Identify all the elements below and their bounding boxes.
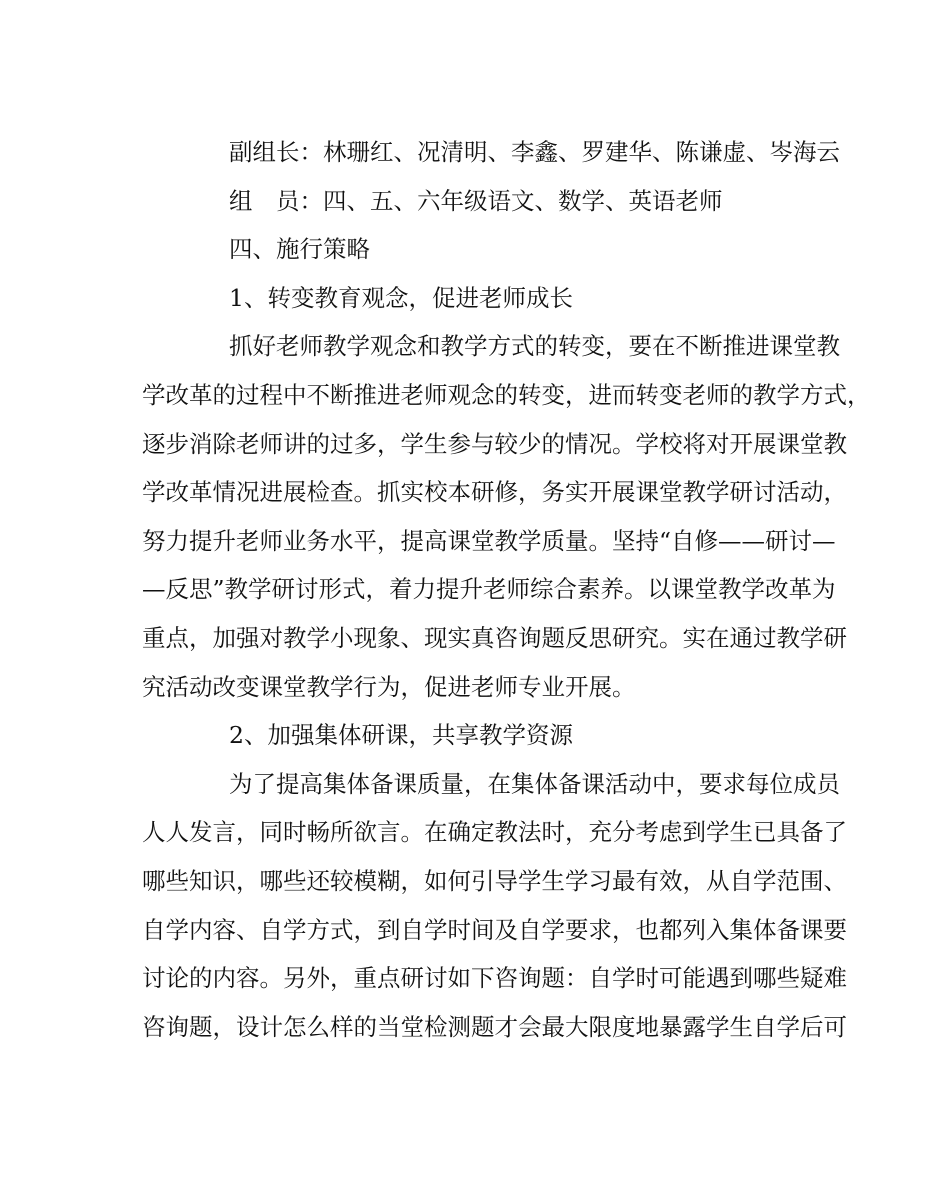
paragraph-line: 重点，加强对教学小现象、现实真咨询题反思研究。实在通过教学研 — [142, 623, 847, 652]
paragraph-line: 咨询题，设计怎么样的当堂检测题才会最大限度地暴露学生自学后可 — [142, 1012, 847, 1041]
subsection-heading: 1、转变教育观念，促进老师成长 — [229, 283, 573, 312]
document-body — [142, 128, 871, 1051]
paragraph-line: 人人发言，同时畅所欲言。在确定教法时，充分考虑到学生已具备了 — [142, 818, 847, 847]
paragraph-line: 哪些知识，哪些还较模糊，如何引导学生学习最有效，从自学范围、 — [142, 866, 847, 895]
paragraph-line: 为了提高集体备课质量，在集体备课活动中，要求每位成员 — [229, 769, 840, 798]
paragraph-line: 学改革的过程中不断推进老师观念的转变，进而转变老师的教学方式， — [142, 380, 871, 409]
paragraph-line: —反思”教学研讨形式，着力提升老师综合素养。以课堂教学改革为 — [142, 575, 836, 604]
paragraph-line: 努力提升老师业务水平，提高课堂教学质量。坚持“自修——研讨— — [142, 526, 836, 555]
paragraph-line: 逐步消除老师讲的过多，学生参与较少的情况。学校将对开展课堂教 — [142, 429, 847, 458]
paragraph-line: 讨论的内容。另外，重点研讨如下咨询题：自学时可能遇到哪些疑难 — [142, 964, 847, 993]
text-line: 组 员：四、五、六年级语文、数学、英语老师 — [229, 186, 723, 215]
paragraph-line: 学改革情况进展检查。抓实校本研修，务实开展课堂教学研讨活动， — [142, 478, 847, 507]
paragraph-line: 抓好老师教学观念和教学方式的转变，要在不断推进课堂教 — [229, 332, 840, 361]
text-line: 副组长：林珊红、况清明、李鑫、罗建华、陈谦虚、岑海云 — [229, 138, 840, 166]
paragraph-line: 自学内容、自学方式，到自学时间及自学要求，也都列入集体备课要 — [142, 915, 847, 944]
paragraph-line: 究活动改变课堂教学行为，促进老师专业开展。 — [142, 672, 636, 701]
section-heading: 四、施行策略 — [229, 235, 370, 264]
subsection-heading: 2、加强集体研课，共享教学资源 — [229, 721, 573, 750]
